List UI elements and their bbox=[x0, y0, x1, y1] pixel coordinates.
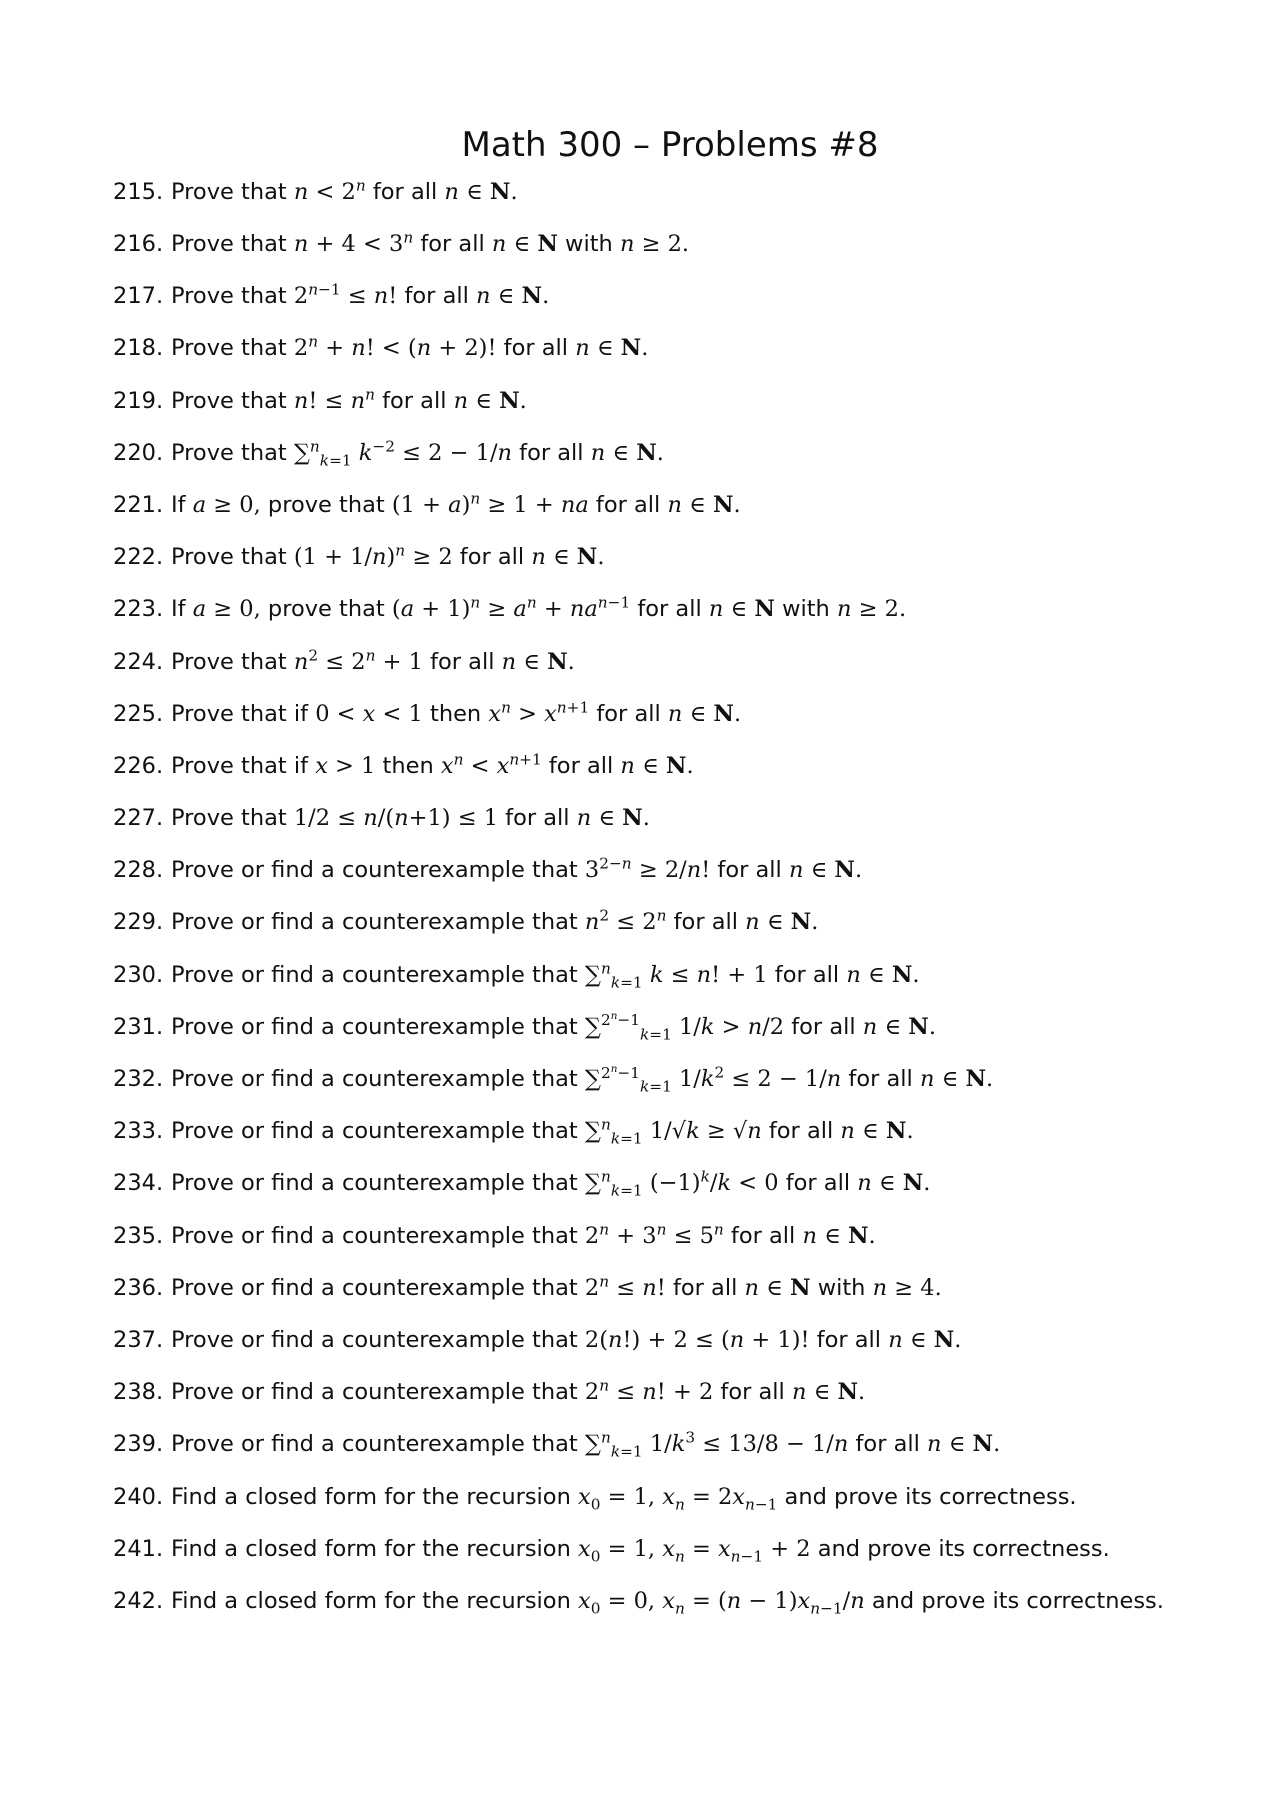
problem-item bbox=[113, 1001, 1263, 1053]
problem-number: 233. bbox=[113, 1118, 164, 1145]
problem-item bbox=[113, 1471, 1263, 1523]
problem-statement: Prove or find a counterexample that ∑$^n_{k=1}$ $1/k^3 \le 13/8 - 1/n$ for all n ∈ N. bbox=[171, 1428, 1001, 1461]
problem-number: 223. bbox=[113, 596, 164, 623]
problem-statement: If a ≥ 0, prove that $(1 + a)^n \ge 1$ + na for all n ∈ N. bbox=[171, 489, 741, 518]
problem-statement: Prove or find a counterexample that ∑$^n_{k=1}$ k ≤ n! + 1 for all n ∈ N. bbox=[171, 959, 920, 992]
problem-statement: Prove that $n^2 \le 2^n + 1$ for all n ∈ N. bbox=[171, 646, 575, 675]
problem-number: 221. bbox=[113, 491, 164, 518]
problem-number: 242. bbox=[113, 1587, 164, 1614]
problem-statement: Prove or find a counterexample that $2^n + 3^n \le 5^n$ for all n ∈ N. bbox=[171, 1220, 876, 1249]
problem-statement: Prove or find a counterexample that ∑$^n_{k=1}$ 1/√k ≥ √n for all n ∈ N. bbox=[171, 1115, 914, 1148]
problem-statement: Prove that ∑$^n_{k=1}$ $k^{-2} \le 2 - 1/n$ for all n ∈ N. bbox=[171, 437, 664, 470]
problem-statement: If a ≥ 0, prove that $(a + 1)^n \ge a^n + na^{n-1}$ for all n ∈ N with n ≥ 2. bbox=[171, 593, 907, 623]
problem-number: 236. bbox=[113, 1274, 164, 1301]
problem-list bbox=[113, 166, 1263, 1627]
problem-statement: Prove or find a counterexample that ∑$^{2^n-1}_{k=1}$ 1/k > n/2 for all n ∈ N. bbox=[171, 1010, 936, 1044]
problem-number: 225. bbox=[113, 700, 164, 727]
problem-statement: Prove or find a counterexample that 2$^n$ ≤ n! + 2 for all n ∈ N. bbox=[171, 1376, 866, 1406]
problem-statement: Prove that 2$^n$ + n! < (n + 2)! for all n ∈ N. bbox=[171, 332, 649, 362]
problem-number: 239. bbox=[113, 1431, 164, 1458]
problem-number: 217. bbox=[113, 283, 164, 310]
problem-item bbox=[113, 270, 1263, 322]
problem-number: 238. bbox=[113, 1379, 164, 1406]
problem-number: 230. bbox=[113, 961, 164, 988]
problem-statement: Prove that $n + 4 < 3^n$ for all n ∈ N with n ≥ 2. bbox=[171, 228, 690, 258]
problem-item bbox=[113, 1158, 1263, 1210]
problem-item bbox=[113, 1419, 1263, 1471]
problem-statement: Prove or find a counterexample that $n^2 \le 2^n$ for all n ∈ N. bbox=[171, 906, 819, 936]
problem-number: 241. bbox=[113, 1535, 164, 1562]
problem-number: 234. bbox=[113, 1170, 164, 1197]
problem-statement: Find a closed form for the recursion $x_0 = 1$, $x_n = 2x_{n-1}$ and prove its correctness. bbox=[171, 1483, 1077, 1514]
problem-item bbox=[113, 584, 1263, 636]
problem-number: 222. bbox=[113, 544, 164, 571]
problem-item bbox=[113, 1314, 1263, 1366]
problem-statement: Prove or find a counterexample that ∑$^n_{k=1}$ $(-1)^k/k < 0$ for all n ∈ N. bbox=[171, 1167, 931, 1200]
problem-number: 232. bbox=[113, 1066, 164, 1093]
problem-number: 215. bbox=[113, 178, 164, 205]
problem-item bbox=[113, 427, 1263, 479]
problem-item bbox=[113, 844, 1263, 896]
problem-item bbox=[113, 688, 1263, 740]
problem-number: 229. bbox=[113, 909, 164, 936]
problem-item bbox=[113, 740, 1263, 792]
problem-number: 237. bbox=[113, 1326, 164, 1353]
problem-item bbox=[113, 531, 1263, 583]
problem-number: 235. bbox=[113, 1222, 164, 1249]
problem-item bbox=[113, 218, 1263, 270]
problem-item bbox=[113, 636, 1263, 688]
problem-statement: Prove that n < 2$^n$ for all n ∈ N. bbox=[171, 176, 518, 205]
problem-item bbox=[113, 1523, 1263, 1575]
problem-number: 224. bbox=[113, 648, 164, 675]
problem-number: 216. bbox=[113, 231, 164, 258]
problem-statement: Prove that $2^{n-1} \le n$! for all n ∈ N. bbox=[171, 280, 550, 310]
problem-number: 220. bbox=[113, 439, 164, 466]
problem-number: 240. bbox=[113, 1483, 164, 1510]
problem-item bbox=[113, 166, 1263, 218]
problem-number: 219. bbox=[113, 387, 164, 414]
problem-number: 227. bbox=[113, 805, 164, 832]
problem-item bbox=[113, 1575, 1263, 1627]
problem-number: 226. bbox=[113, 752, 164, 779]
problem-item bbox=[113, 479, 1263, 531]
problem-statement: Prove that $(1 + 1/n)^n \ge 2$ for all n ∈ N. bbox=[171, 541, 605, 571]
problem-statement: Prove or find a counterexample that 2$^n$ ≤ n! for all n ∈ N with n ≥ 4. bbox=[171, 1272, 942, 1301]
problem-item bbox=[113, 1210, 1263, 1262]
problem-statement: Prove that 1/2 ≤ n/(n+1) ≤ 1 for all n ∈ N. bbox=[171, 805, 650, 832]
problem-item bbox=[113, 1366, 1263, 1418]
problem-statement: Find a closed form for the recursion $x_0 = 1$, $x_n = x_{n-1} + 2$ and prove its correctness. bbox=[171, 1535, 1110, 1566]
problem-statement: Prove or find a counterexample that 2(n!) + 2 ≤ (n + 1)! for all n ∈ N. bbox=[171, 1326, 962, 1353]
problem-item bbox=[113, 949, 1263, 1001]
problem-statement: Prove or find a counterexample that ∑$^{2^n-1}_{k=1}$ $1/k^2 \le 2 - 1/n$ for all n ∈ N. bbox=[171, 1062, 994, 1096]
problem-item bbox=[113, 1053, 1263, 1105]
problem-statement: Prove that if x > 1 then $x^n < x^{n+1}$ for all n ∈ N. bbox=[171, 750, 694, 779]
problem-item bbox=[113, 1105, 1263, 1157]
problem-statement: Prove that n! ≤ $n^n$ for all n ∈ N. bbox=[171, 385, 527, 414]
problem-number: 228. bbox=[113, 857, 164, 884]
problem-item bbox=[113, 375, 1263, 427]
problem-statement: Prove or find a counterexample that $3^{2-n} \ge 2/n$! for all n ∈ N. bbox=[171, 854, 863, 884]
page-title: Math 300 – Problems #8 bbox=[461, 124, 879, 165]
problem-item bbox=[113, 1262, 1263, 1314]
problem-statement: Find a closed form for the recursion $x_0 = 0$, $x_n = (n - 1)x_{n-1}/n$ and prove its correctness. bbox=[171, 1587, 1164, 1618]
problem-item bbox=[113, 897, 1263, 949]
problem-item bbox=[113, 792, 1263, 844]
problem-item bbox=[113, 323, 1263, 375]
problem-statement: Prove that if 0 < x < 1 then $x^n > x^{n+1}$ for all n ∈ N. bbox=[171, 698, 742, 727]
problem-number: 231. bbox=[113, 1013, 164, 1040]
problem-number: 218. bbox=[113, 335, 164, 362]
